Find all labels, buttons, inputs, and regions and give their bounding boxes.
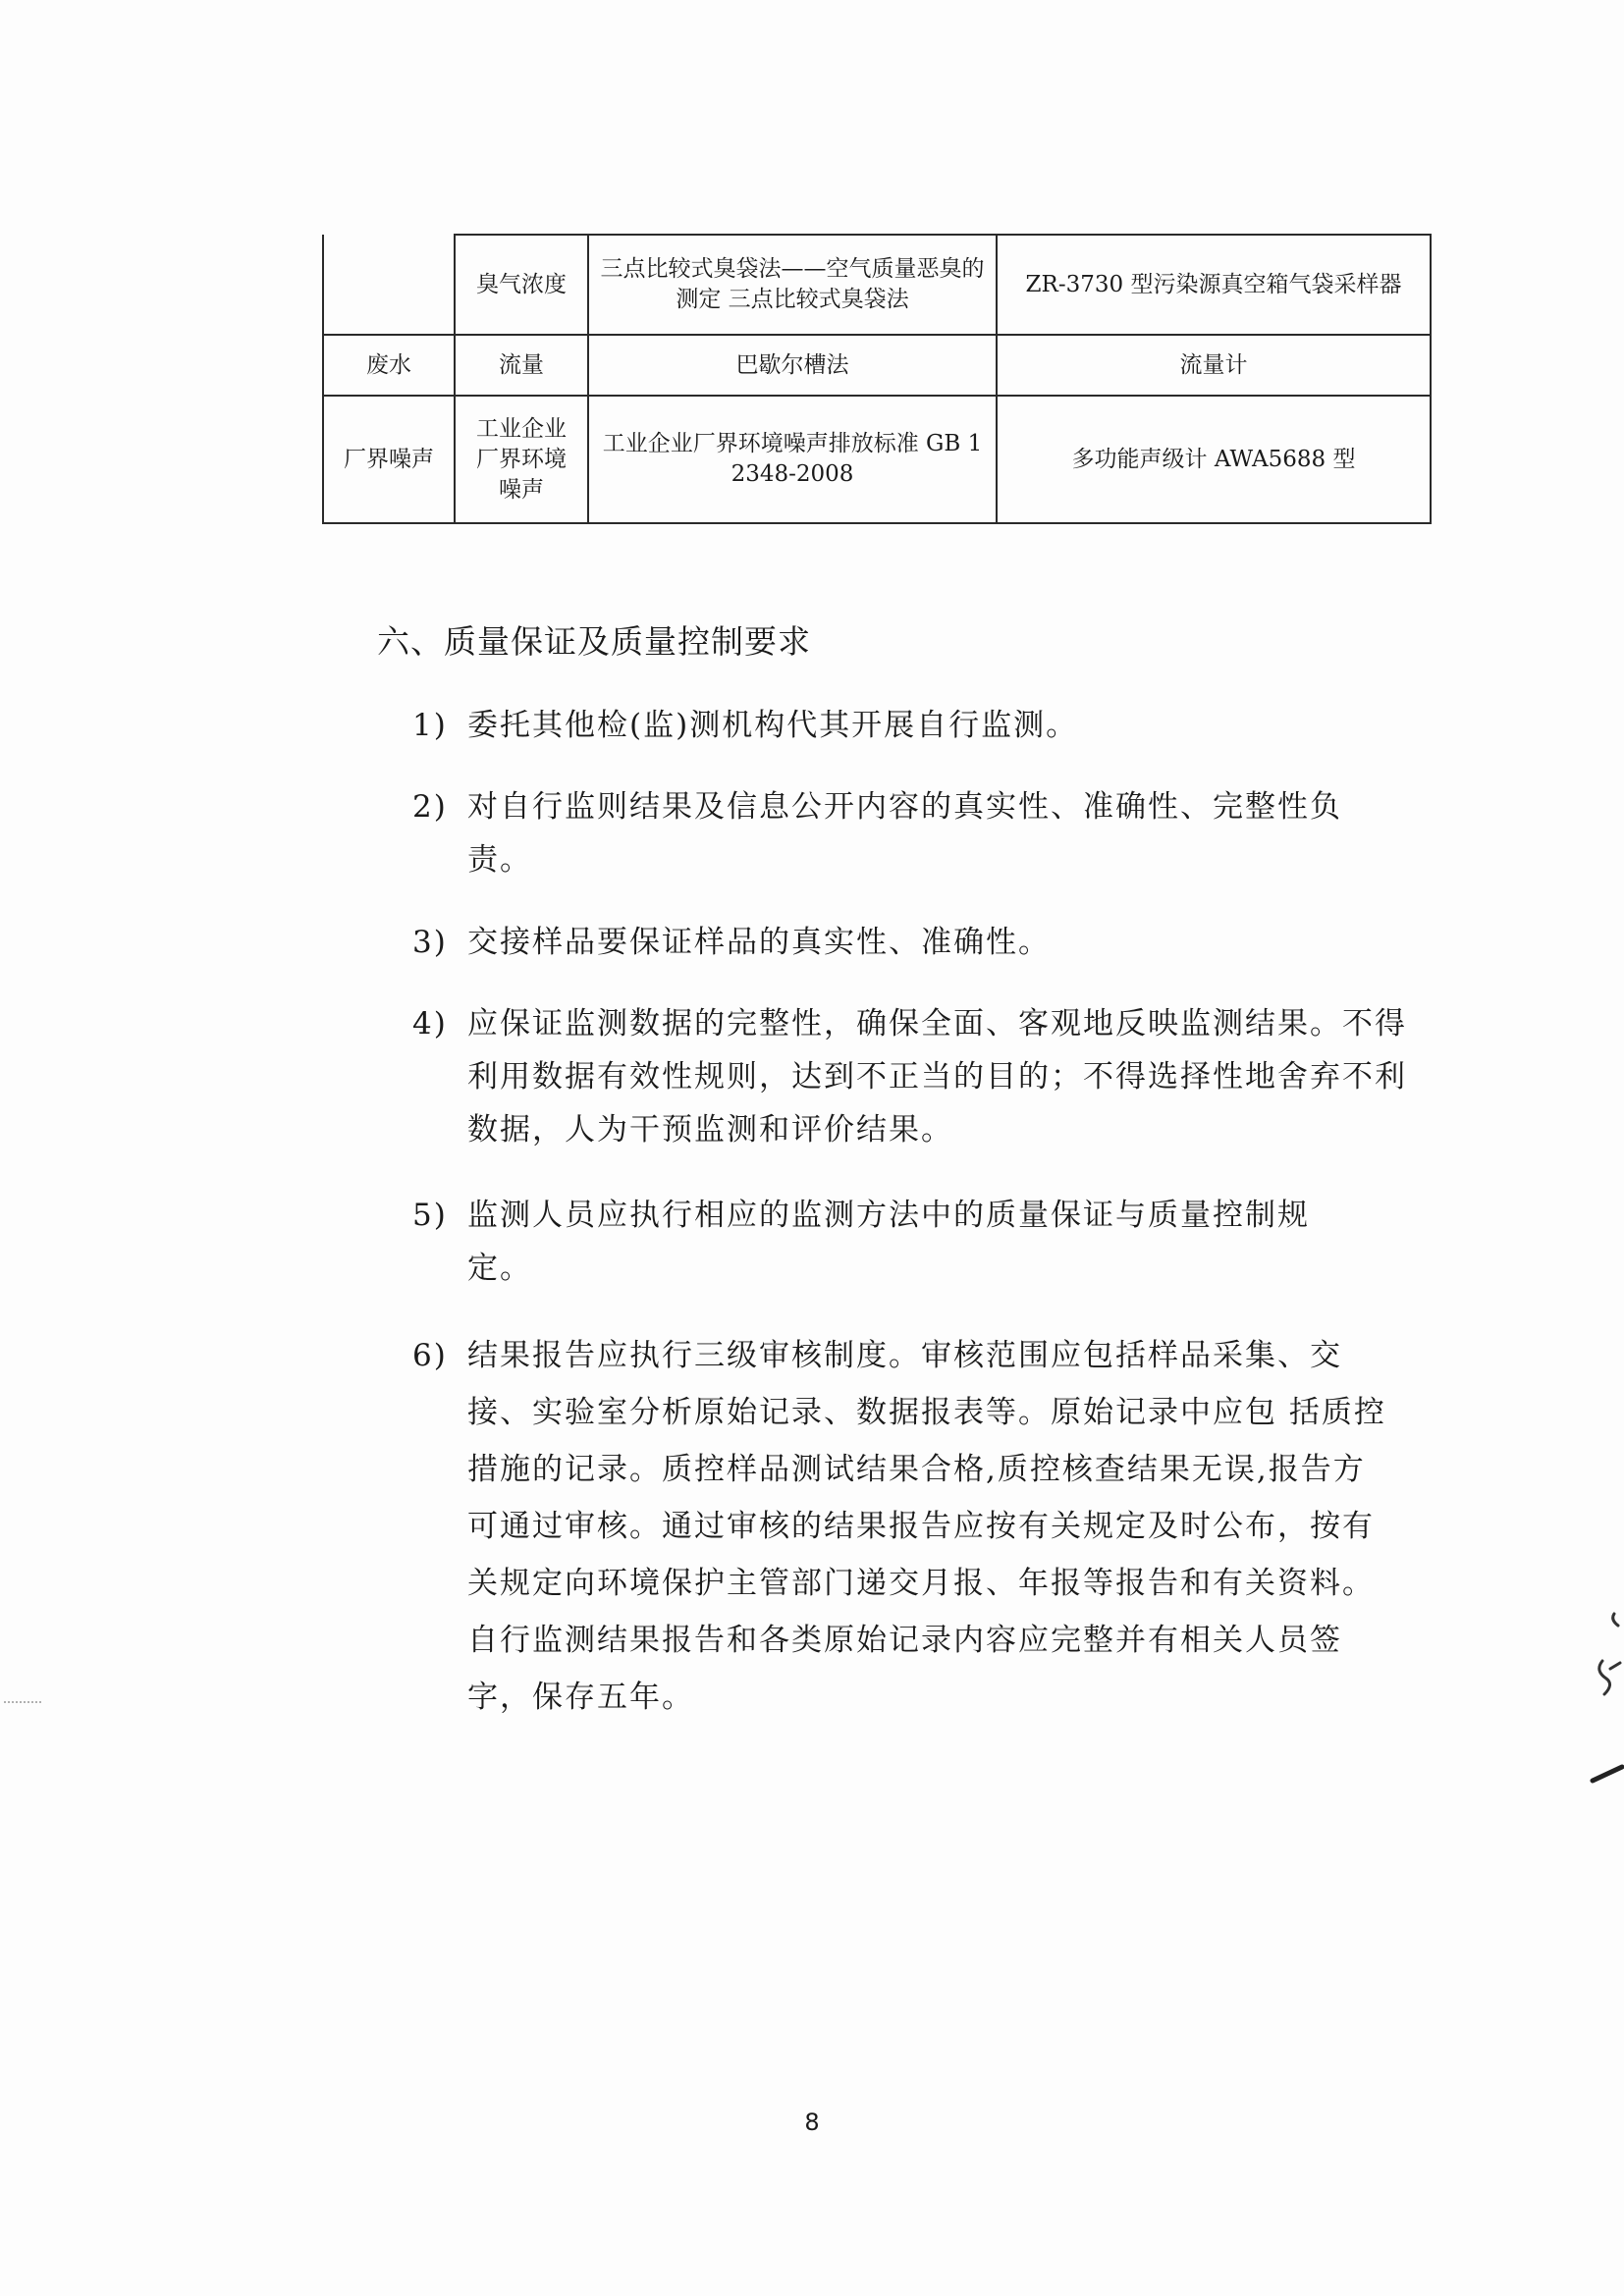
item-number: 5) bbox=[412, 1198, 448, 1233]
item-number: 2) bbox=[412, 789, 448, 825]
method-cell: 三点比较式臭袋法——空气质量恶臭的测定 三点比较式臭袋法 bbox=[588, 235, 997, 335]
requirement-list bbox=[412, 699, 1414, 1726]
item-cell: 工业企业厂界环境噪声 bbox=[455, 396, 588, 523]
instrument-cell: 多功能声级计 AWA5688 型 bbox=[997, 396, 1431, 523]
item-text: 应保证监测数据的完整性，确保全面、客观地反映监测结果。不得利用数据有效性规则，达到不正当的目的；不得选择性地舍弃不利数据，人为干预监测和评价结果。 bbox=[467, 1006, 1407, 1148]
item-number: 1) bbox=[412, 708, 448, 743]
item-text: 委托其他检(监)测机构代其开展自行监测。 bbox=[467, 708, 1079, 743]
item-text: 交接样品要保证样品的真实性、准确性。 bbox=[467, 925, 1051, 960]
method-cell: 巴歇尔槽法 bbox=[588, 335, 997, 396]
item-cell: 流量 bbox=[455, 335, 588, 396]
item-text: 监测人员应执行相应的监测方法中的质量保证与质量控制规定。 bbox=[467, 1198, 1310, 1286]
instrument-cell: 流量计 bbox=[997, 335, 1431, 396]
page-number: 8 bbox=[804, 2109, 820, 2136]
table-row bbox=[323, 396, 1431, 523]
list-item bbox=[412, 699, 1414, 752]
monitoring-method-table bbox=[322, 234, 1432, 524]
list-item bbox=[412, 1189, 1414, 1295]
instrument-cell: ZR-3730 型污染源真空箱气袋采样器 bbox=[997, 235, 1431, 335]
category-cell: 废水 bbox=[323, 335, 455, 396]
list-item bbox=[412, 997, 1414, 1156]
item-text: 结果报告应执行三级审核制度。审核范围应包括样品采集、交接、实验室分析原始记录、数据报表等。原始记录中应包 括质控措施的记录。质控样品测试结果合格,质控核查结果无误,报告方可通过审核。通过审核的结果报告应按有关规定及时公布，按有关规定向环境保护主管部门递交月报、年报等报告和有关资料。自行监测结果报告和各类原始记录内容应完整并有相关人员签字，保存五年。 bbox=[467, 1338, 1386, 1715]
list-item bbox=[412, 916, 1414, 969]
category-cell: 厂界噪声 bbox=[323, 396, 455, 523]
table-row bbox=[323, 335, 1431, 396]
scan-dots bbox=[4, 1701, 41, 1703]
scan-mark-icon bbox=[1585, 1759, 1624, 1789]
list-item bbox=[412, 1327, 1414, 1726]
item-number: 3) bbox=[412, 925, 448, 960]
item-cell: 臭气浓度 bbox=[455, 235, 588, 335]
item-number: 6) bbox=[412, 1338, 448, 1373]
table-row bbox=[323, 235, 1431, 335]
item-text: 对自行监则结果及信息公开内容的真实性、准确性、完整性负责。 bbox=[467, 789, 1342, 878]
method-cell: 工业企业厂界环境噪声排放标准 GB 12348-2008 bbox=[588, 396, 997, 523]
scan-mark-icon bbox=[1585, 1610, 1624, 1718]
section-heading: 六、质量保证及质量控制要求 bbox=[377, 622, 811, 661]
item-number: 4) bbox=[412, 1006, 448, 1041]
list-item bbox=[412, 780, 1414, 886]
category-cell bbox=[323, 235, 455, 335]
